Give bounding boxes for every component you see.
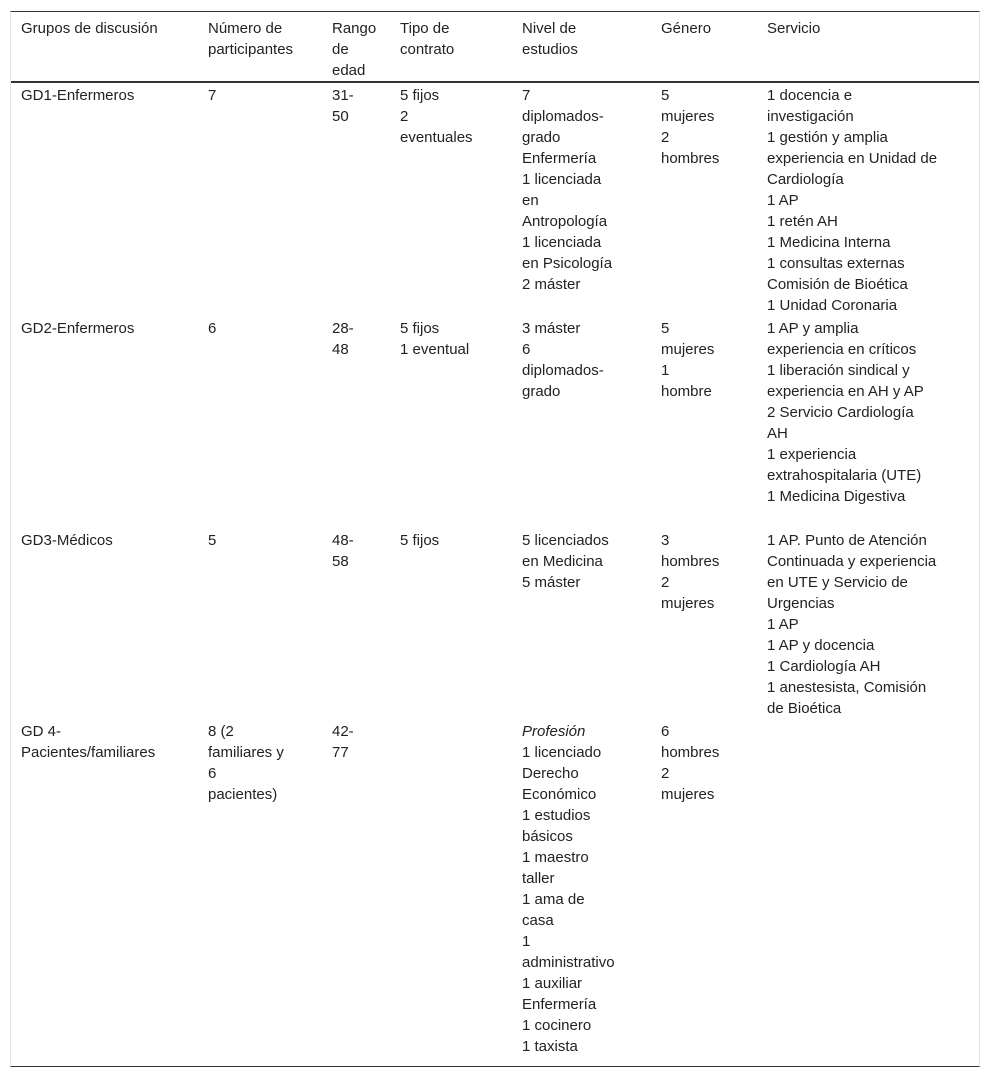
cell-contract: 5 fijos 1 eventual xyxy=(400,320,470,358)
cell-studies: Profesión 1 licenciado Derecho Económico 1 estudios básicos 1 maestro taller 1 ama de casa 1 administrativo 1 auxiliar Enfermería 1 cocinero 1 taxista xyxy=(512,719,651,1066)
cell-age: 48- 58 xyxy=(332,532,354,570)
cell-age: 42- 77 xyxy=(332,723,354,761)
cell-group: GD1-Enfermeros xyxy=(21,87,135,104)
cell-group: GD3-Médicos xyxy=(21,532,113,549)
cell-contract: 5 fijos 2 eventuales xyxy=(400,87,473,146)
header-tipo-contrato: Tipo de contrato xyxy=(390,12,512,82)
cell-participants: 7 xyxy=(208,87,217,104)
cell-age: 28- 48 xyxy=(332,320,354,358)
cell-contract xyxy=(390,719,512,1066)
header-rango-edad: Rango de edad xyxy=(322,12,390,82)
header-grupos: Grupos de discusión xyxy=(11,12,198,82)
cell-group: GD2-Enfermeros xyxy=(21,320,135,337)
cell-contract: 5 fijos xyxy=(400,532,440,549)
cell-service: 1 AP y amplia experiencia en críticos 1 liberación sindical y experiencia en AH y AP 2 Servicio Cardiología AH 1 experiencia extrahospitalaria (UTE) 1 Medicina Digestiva xyxy=(767,320,924,505)
table-row xyxy=(11,719,979,1066)
cell-studies: 5 licenciados en Medicina 5 máster xyxy=(522,532,609,591)
cell-gender: 6 hombres 2 mujeres xyxy=(661,723,720,803)
cell-service xyxy=(757,719,979,1066)
cell-gender: 3 hombres 2 mujeres xyxy=(661,532,720,612)
cell-participants: 5 xyxy=(208,532,217,549)
studies-heading: Profesión xyxy=(522,723,586,740)
cell-studies: 3 máster 6 diplomados- grado xyxy=(522,320,604,400)
header-genero: Género xyxy=(651,12,757,82)
table-header-row xyxy=(11,12,979,82)
participants-table xyxy=(11,12,979,1066)
cell-age: 31- 50 xyxy=(332,87,354,125)
header-participantes: Número de participantes xyxy=(198,12,322,82)
cell-group: GD 4- Pacientes/familiares xyxy=(21,723,156,761)
table-row xyxy=(11,82,979,316)
header-nivel-estudios: Nivel de estudios xyxy=(512,12,651,82)
cell-gender: 5 mujeres 2 hombres xyxy=(661,87,720,167)
cell-service: 1 AP. Punto de Atención Continuada y experiencia en UTE y Servicio de Urgencias 1 AP 1 AP y docencia 1 Cardiología AH 1 anestesista, Comisión de Bioética xyxy=(767,532,937,717)
cell-participants: 6 xyxy=(208,320,217,337)
cell-studies: 7 diplomados- grado Enfermería 1 licenciada en Antropología 1 licenciada en Psicología 2 máster xyxy=(522,87,613,293)
participants-table-container xyxy=(10,11,980,1067)
cell-gender: 5 mujeres 1 hombre xyxy=(661,320,715,400)
table-row xyxy=(11,316,979,528)
header-servicio: Servicio xyxy=(757,12,979,82)
cell-service: 1 docencia e investigación 1 gestión y amplia experiencia en Unidad de Cardiología 1 AP 1 retén AH 1 Medicina Interna 1 consultas externas Comisión de Bioética 1 Unidad Coronaria xyxy=(767,87,938,314)
table-row xyxy=(11,528,979,719)
cell-participants: 8 (2 familiares y 6 pacientes) xyxy=(208,723,284,803)
